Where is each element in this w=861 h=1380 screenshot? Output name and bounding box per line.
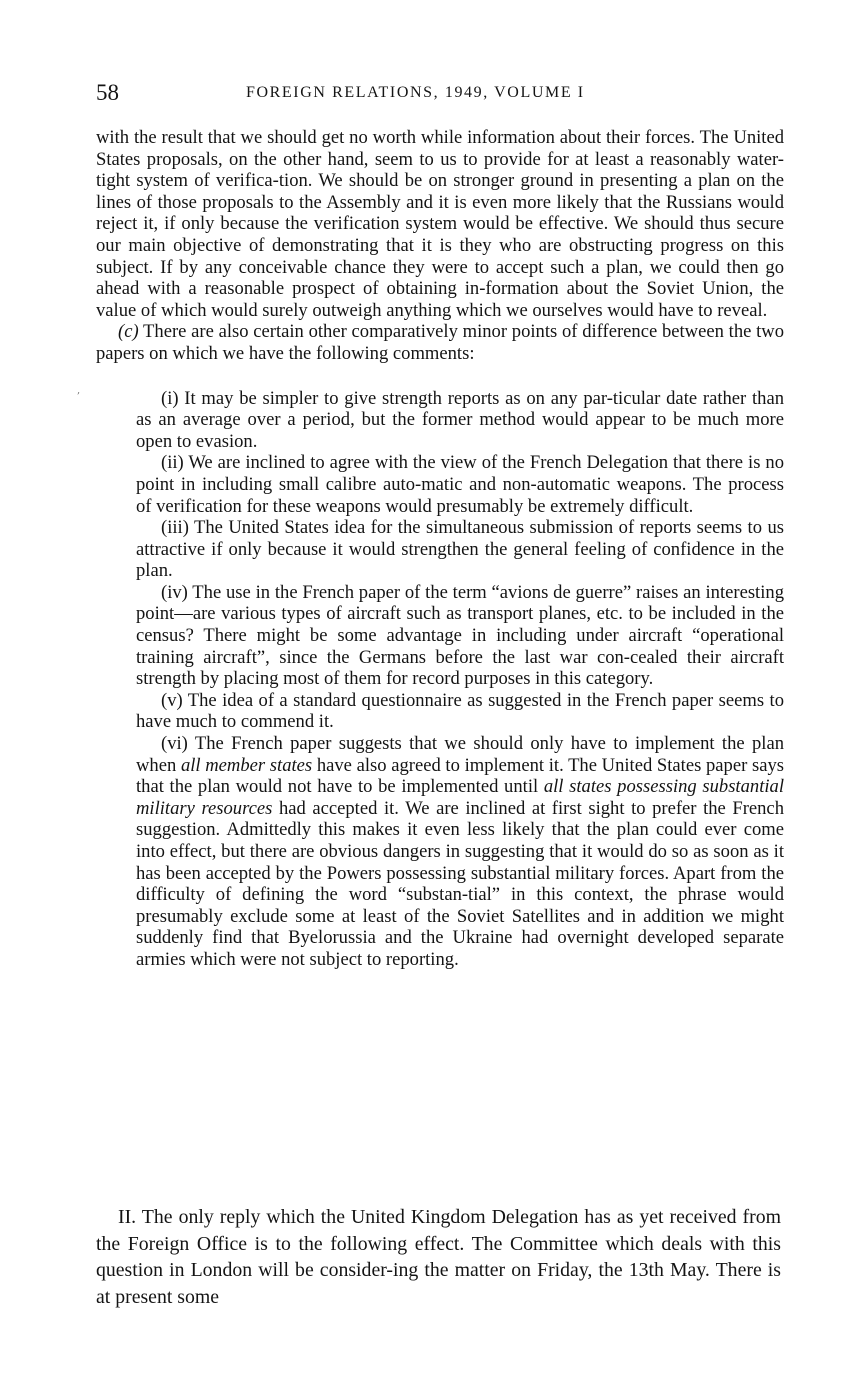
- list-item: (i) It may be simpler to give strength reports as on any par-ticular date rather than as an average over a period, but the former method would appear to be much more open to evasion.: [136, 387, 784, 452]
- list-item: (iii) The United States idea for the simultaneous submission of reports seems to us attractive if only because it would strengthen the general feeling of confidence in the plan.: [136, 517, 784, 582]
- list-item: [136, 733, 784, 971]
- page-number: 58: [96, 80, 119, 105]
- section-two-paragraph: II. The only reply which the United Kingdom Delegation has as yet received from the Foreign Office is to the following effect. The Committee which deals with this question in London will be consider-ing the matter on Friday, the 13th May. There is at present some: [96, 1206, 781, 1308]
- emphasis-text: all member states: [180, 754, 313, 776]
- list-item: (ii) We are inclined to agree with the view of the French Delegation that there is no point in including small calibre auto-matic and non-automatic weapons. The process of verification for these weapons would presumably be extremely difficult.: [136, 452, 784, 517]
- emphasis-text: all states possessing substantial military resources: [136, 776, 784, 819]
- comments-list: [96, 388, 784, 971]
- list-item-text: have also agreed to implement it. The United States paper says that the plan would not have to be implemented until: [136, 754, 784, 798]
- document-body: [96, 127, 784, 971]
- list-item-text: (vi) The French paper suggests that we should only have to implement the plan when: [136, 733, 784, 776]
- paragraph-text: There are also certain other comparatively minor points of difference between the two papers on which we have the following comments:: [96, 321, 784, 364]
- stray-mark: ,: [77, 385, 81, 396]
- list-item-text: had accepted it. We are inclined at first sight to prefer the French suggestion. Admittedly this makes it even less likely that the plan could ever come into effect, but there are obvious dangers in suggesting that it would do so as soon as it has been accepted by the Powers possessing substantial military forces. Apart from the difficulty of defining the word “substan-tial” in this context, the phrase would presumably exclude some at least of the Soviet Satellites and in addition we might suddenly find that Byelorussia and the Ukraine had overnight developed separate armies which were not subject to reporting.: [136, 797, 784, 970]
- list-item: (iv) The use in the French paper of the term “avions de guerre” raises an interesting point—are various types of aircraft such as transport planes, etc. to be included in the census? There might be some advantage in including under aircraft “operational training aircraft”, since the Germans before the last war con-cealed their aircraft strength by placing most of them for record purposes in this category.: [136, 581, 784, 690]
- paragraph-minor-points: [96, 321, 784, 364]
- paragraph-label: (c): [118, 321, 139, 343]
- list-item: (v) The idea of a standard questionnaire as suggested in the French paper seems to have much to commend it.: [136, 689, 784, 733]
- page-header: [96, 80, 786, 110]
- running-head: FOREIGN RELATIONS, 1949, VOLUME I: [246, 84, 585, 101]
- paragraph-verification: with the result that we should get no worth while information about their forces. The United States proposals, on the other hand, seem to us to provide for at least a reasonably water-tight system of verifica-tion. We should be on stronger ground in presenting a plan on the lines of those proposals to the Assembly and it is even more likely that the Russians would reject it, if only because the verification system would be effective. We should thus secure our main objective of demonstrating that it is they who are obstructing progress on this subject. If by any conceivable chance they were to accept such a plan, we could then go ahead with a reasonable prospect of obtaining in-formation about the Soviet Union, the value of which would surely outweigh anything which we ourselves would have to reveal.: [96, 127, 784, 321]
